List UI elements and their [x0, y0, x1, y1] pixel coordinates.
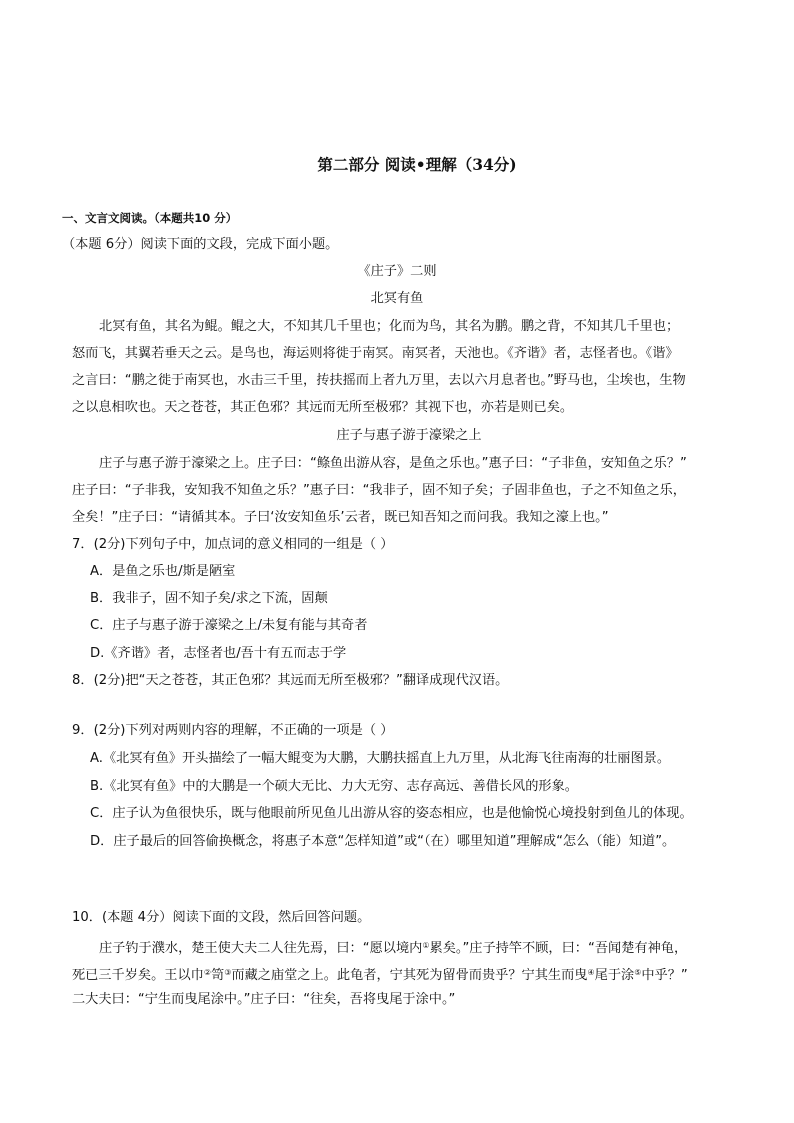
q10-text: 中乎？” — [641, 968, 688, 983]
q10-text: 而藏之庙堂之上。此龟者，宁其死为留骨而贵乎？宁其生而曳 — [231, 968, 588, 983]
sub2-title: 庄子与惠子游于濠梁之上 — [336, 428, 482, 443]
q10-passage-line: 二大夫曰：“宁生而曳尾涂中。”庄子曰：“往矣，吾将曳尾于涂中。” — [72, 992, 456, 1007]
q10-text: 庄子钓于濮水，楚王使大夫二人往先焉，曰：“愿以境内 — [99, 941, 423, 956]
sub2-line: 全矣！”庄子曰：“请循其本。子曰‘汝安知鱼乐’云者，既已知吾知之而问我。我知之濠上也。” — [72, 510, 609, 525]
question-9-option: C．庄子认为鱼很快乐，既与他眼前所见鱼儿出游从容的姿态相应，也是他愉悦心境投射到鱼儿的体现。 — [90, 806, 693, 821]
question-7-option: C．庄子与惠子游于濠梁之上/未复有能与其奇者 — [90, 618, 368, 633]
question-7-stem: 7．(2分)下列句子中，加点词的意义相同的一组是（ ） — [72, 537, 394, 552]
q10-passage-line — [99, 937, 687, 958]
sub2-line: 庄子与惠子游于濠梁之上。庄子曰：“鲦鱼出游从容，是鱼之乐也。”惠子曰：“子非鱼，安知鱼之乐？” — [99, 456, 687, 471]
question-7-option: B．我非子，固不知子矣/求之下流，固颠 — [90, 591, 328, 606]
page-title: 第二部分 阅读•理解（34分) — [317, 155, 517, 174]
question-7-option: A．是鱼之乐也/斯是陋室 — [90, 564, 236, 579]
footnote-marker: ① — [422, 941, 430, 950]
sub1-line: 北冥有鱼，其名为鲲。鲲之大，不知其几千里也；化而为鸟，其名为鹏。鹏之背，不知其几千里也； — [99, 319, 680, 334]
question-9-option: B.《北冥有鱼》中的大鹏是一个硕大无比、力大无穷、志存高远、善借长风的形象。 — [90, 779, 578, 794]
section-heading: 一、文言文阅读。（本题共10 分） — [62, 211, 238, 225]
question-7-option: D.《齐谐》者，志怪者也/吾十有五而志于学 — [90, 646, 347, 661]
q10-text: 笥 — [211, 968, 225, 983]
footnote-marker: ② — [203, 968, 212, 977]
question-9-option: A.《北冥有鱼》开头描绘了一幅大鲲变为大鹏，大鹏扶摇直上九万里，从北海飞往南海的壮丽图景。 — [90, 751, 671, 766]
footnote-marker: ⑤ — [634, 968, 642, 977]
q10-passage-line — [72, 964, 688, 985]
question-10-stem: 10．(本题 4分）阅读下面的文段，然后回答问题。 — [72, 910, 371, 925]
sub1-line: 之言曰：“鹏之徙于南冥也，水击三千里，抟扶摇而上者九万里，去以六月息者也。”野马也，尘埃也，生物 — [72, 373, 686, 388]
passage-title: 《庄子》二则 — [357, 264, 437, 279]
sub1-line: 之以息相吹也。天之苍苍，其正色邪？其远而无所至极邪？其视下也，亦若是则已矣。 — [72, 400, 574, 415]
question-9-stem: 9．(2分)下列对两则内容的理解，不正确的一项是（ ） — [72, 723, 394, 738]
footnote-marker: ③ — [224, 968, 232, 977]
q10-text: 尾于涂 — [594, 968, 635, 983]
sub1-line: 怒而飞，其翼若垂天之云。是鸟也，海运则将徙于南冥。南冥者，天池也。《齐谐》者，志怪者也。《谐》 — [72, 346, 679, 361]
question-8-stem: 8．(2分)把“天之苍苍，其正色邪？其远而无所至极邪？”翻译成现代汉语。 — [72, 673, 509, 688]
footnote-marker: ④ — [587, 968, 595, 977]
question-9-option: D．庄子最后的回答偷换概念，将惠子本意“怎样知道”或“（在）哪里知道”理解成“怎么（能）知道”。 — [90, 834, 676, 849]
sub1-title: 北冥有鱼 — [370, 291, 424, 306]
q10-text: 累矣。”庄子持竿不顾，曰：“吾闻楚有神龟， — [429, 941, 688, 956]
sub2-line: 庄子曰：“子非我，安知我不知鱼之乐？”惠子曰：“我非子，固不知子矣；子固非鱼也，子之不知鱼之乐， — [72, 483, 686, 498]
q10-text: 死已三千岁矣。王以巾 — [72, 968, 204, 983]
intro-text: （本题 6分）阅读下面的文段，完成下面小题。 — [62, 237, 339, 252]
